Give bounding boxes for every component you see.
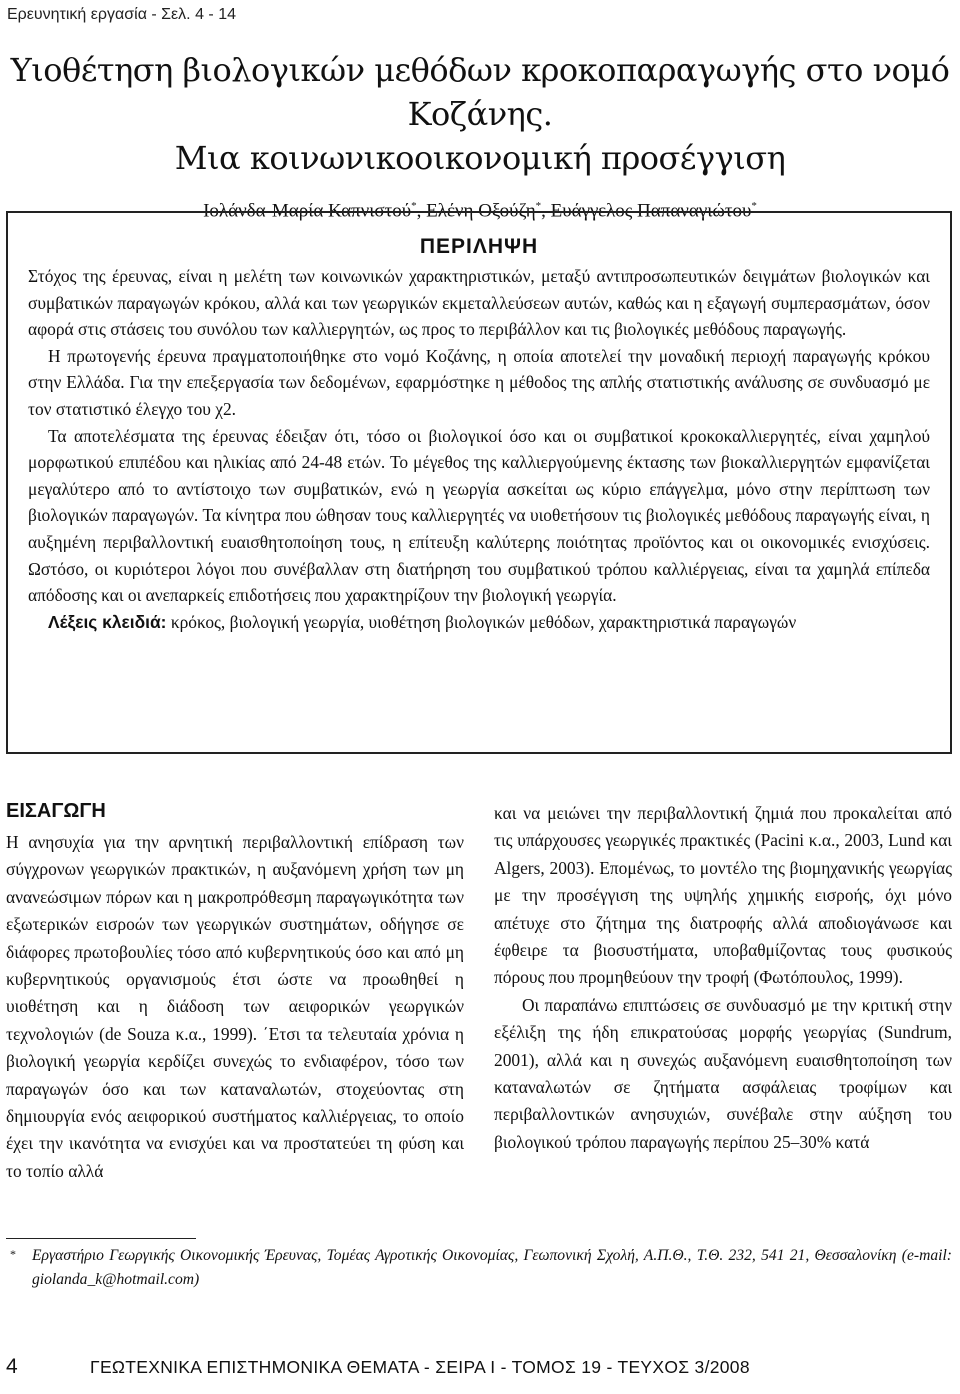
journal-footer: ΓΕΩΤΕΧΝΙΚΑ ΕΠΙΣΤΗΜΟΝΙΚΑ ΘΕΜΑΤΑ - ΣΕΙΡΑ Ι - ΤΟΜΟΣ 19 - ΤΕΥΧΟΣ 3/2008: [90, 1357, 750, 1377]
author-separator: ,: [541, 200, 551, 222]
body-paragraph: Οι παραπάνω επιπτώσεις σε συνδυασμό με την κριτική στην εξέλιξη της ήδη επικρατούσας μορφής γεωργίας (Sundrum, 2001), αλλά και η συνεχώς αυξανόμενη ευαισθητοποίηση των καταναλωτών σε ζητήματα ασφάλειας τροφίμων και περιβαλλοντικών ανησυχιών, συνέβαλε στην αύξηση του βιολογικού τρόπου παραγωγής περίπου 25–30% κατά: [494, 994, 952, 1152]
article-title-line-2: Μια κοινωνικοοικονομική προσέγγιση: [174, 139, 786, 177]
author-separator: ,: [416, 200, 427, 222]
abstract-paragraph: Στόχος της έρευνας, είναι η μελέτη των κοινωνικών χαρακτηριστικών, μεταξύ αντιπροσωπευτικών δειγμάτων βιολογικών και συμβατικών παραγωγών κρόκου, αλλά και των γεωργικών εκμεταλλεύσεων αυτών, καθώς και η εξαγωγή συμπερασμάτων, όσον αφορά στις στάσεις του συνόλου των καλλιεργητών, ως προς το περιβάλλον και τις βιολογικές μεθόδους παραγωγής.: [28, 266, 930, 340]
article-title-line-1: Υιοθέτηση βιολογικών μεθόδων κροκοπαραγωγής στο νομό Κοζάνης.: [10, 51, 950, 133]
abstract-paragraph: Η πρωτογενής έρευνα πραγματοποιήθηκε στο νομό Κοζάνης, η οποία αποτελεί την μοναδική περιοχή παραγωγής κρόκου στην Ελλάδα. Για την επεξεργασία των δεδομένων, εφαρμόστηκε η μέθοδος της απλής στατιστικής ανάλυσης σε συνδυασμό με τον στατιστικό έλεγχο του χ2.: [28, 345, 930, 419]
right-column: [494, 800, 952, 1156]
author-name: Ιολάνδα-Μαρία Καπνιστού: [203, 200, 412, 222]
abstract-heading: ΠΕΡΙΛΗΨΗ: [419, 235, 539, 258]
body-paragraph: και να μειώνει την περιβαλλοντική ζημιά που προκαλείται από τις υπάρχουσες γεωργικές πρακτικές (Pacini κ.α., 2003, Lund και Algers, 2003). Επομένως, το μοντέλο της βιομηχανικής γεωργίας με την προσέγγιση της υψηλής χημικής εισροής, όχι μόνο απέτυχε στο ζήτημα της διατροφής αλλά αποδιογάνωσε και έφθειρε τα βιοσυστήματα, υποβαθμίζοντας τους φυσικούς πόρους που προμηθεύουν την τροφή (Φωτόπουλος, 1999).: [494, 803, 952, 988]
author-mark: *: [411, 200, 417, 212]
abstract-box: [6, 211, 952, 754]
section-heading: ΕΙΣΑΓΩΓΗ: [6, 800, 106, 822]
running-head: Ερευνητική εργασία - Σελ. 4 - 14: [7, 6, 236, 23]
author-mark: *: [751, 200, 757, 212]
abstract-paragraph: Τα αποτελέσματα της έρευνας έδειξαν ότι, τόσο οι βιολογικοί όσο και οι συμβατικοί κροκοκαλλιεργητές, είναι χαμηλού μορφωτικού επιπέδου και ηλικίας από 24-48 ετών. Το μέγεθος της καλλιεργούμενης έκτασης των βιοκαλλιεργητών εμφανίζεται μεγαλύτερο από το αντίστοιχο των συμβατικών, ενώ η γεωργία ασκείται ως κύριο επάγγελμα, μόνο στην περίπτωση των βιολογικών παραγωγών. Τα κίνητρα που ώθησαν τους καλλιεργητές να υιοθετήσουν τις βιολογικές μεθόδους παραγωγής είναι, η αυξημένη περιβαλλοντική ευαισθητοποίηση τους, η επίτευξη καλύτερης ποιότητας προϊόντος και οι οικονομικές ενισχύσεις. Ωστόσο, οι κυριότεροι λόγοι που συνέβαλλαν στη διατήρηση του συμβατικού τρόπου καλλιέργειας, είναι τα χαμηλά επίπεδα απόδοσης και οι ανεπαρκείς επιδοτήσεις που χαρακτηρίζουν την βιολογική γεωργία.: [28, 425, 930, 606]
keywords-label: Λέξεις κλειδιά:: [48, 611, 167, 632]
keywords-text: κρόκος, βιολογική γεωργία, υιοθέτηση βιολογικών μεθόδων, χαρακτηριστικά παραγωγών: [166, 611, 797, 632]
title-block: [0, 48, 960, 222]
author-name: Ελένη Οξούζη: [426, 200, 536, 222]
author-mark: *: [535, 200, 542, 212]
footnote: [6, 1244, 952, 1292]
footnote-rule: [6, 1238, 196, 1239]
author-name: Ευάγγελος Παπαναγιώτου: [550, 200, 752, 222]
footnote-mark: *: [10, 1247, 16, 1261]
left-column: [6, 800, 464, 1185]
body-paragraph: Η ανησυχία για την αρνητική περιβαλλοντική επίδραση των σύγχρονων γεωργικών πρακτικών, η αυξανόμενη χρήση των μη ανανεώσιμων πόρων και η μακροπρόθεσμη παραγωγικότητα των εξωτερικών εισροών των γεωργικών συστημάτων, οδήγησε σε διάφορες πρωτοβουλίες τόσο από κυβερνητικούς όσο και από μη κυβερνητικούς οργανισμούς έτσι ώστε να προωθηθεί η υιοθέτηση και η διάδοση των αειφορικών γεωργικών τεχνολογιών (de Souza κ.α., 1999). ΄Ετσι τα τελευταία χρόνια η βιολογική γεωργία κερδίζει συνεχώς το ενδιαφέρον, τόσο των παραγωγών όσο και των καταναλωτών, στοχεύοντας στη δημιουργία ενός αειφορικού συστήματος καλλιέργειας, το οποίο έχει την ικανότητα να ενισχύει και να προστατεύει τη φύση και το τοπίο αλλά: [6, 832, 464, 1181]
footnote-text: Εργαστήριο Γεωργικής Οικονομικής Έρευνας, Τομέας Αγροτικής Οικονομίας, Γεωπονική Σχολή, Α.Π.Θ., Τ.Θ. 232, 541 21, Θεσσαλονίκη (e-mail: giolanda_k@hotmail.com): [32, 1247, 952, 1288]
page-number: 4: [6, 1355, 18, 1378]
keywords: [28, 609, 930, 636]
